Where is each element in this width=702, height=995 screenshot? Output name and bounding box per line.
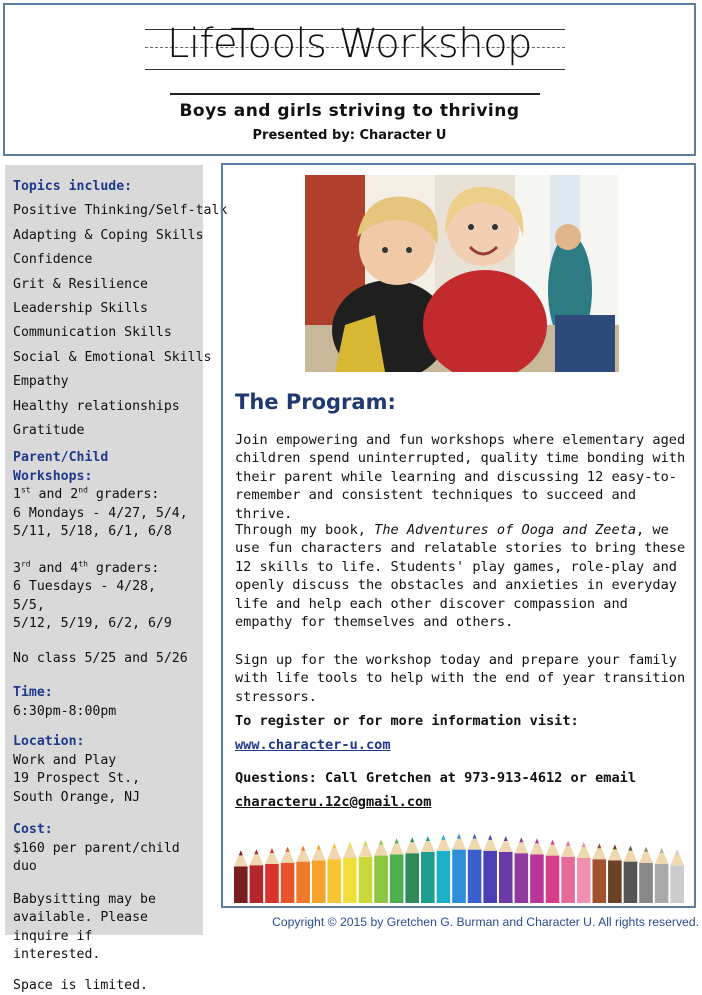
pencil-body [234,866,248,903]
topic-item: Adapting & Coping Skills [13,227,204,243]
pencil-body [670,865,684,903]
pencil-body [437,851,451,903]
pencil-body [468,850,482,903]
group1-dates-line2: 5/11, 5/18, 6/1, 6/8 [13,524,172,540]
pencil-lead [535,838,539,843]
cost-heading: Cost: [13,822,53,838]
pencil-lead [613,844,617,849]
pencil-lead [597,843,601,848]
pencil-lead [488,835,492,840]
pencil-lead [270,848,274,853]
pencil-body [499,852,513,903]
babysitting-line: Babysitting may be [13,891,156,907]
pencil-lead [286,847,290,852]
pencil-lead [582,842,586,847]
program-panel [221,163,696,908]
presented-by: Presented by: Character U [252,128,447,143]
pencil-lead [628,846,632,851]
pencil-lead [254,849,258,854]
pencil-body [421,852,435,903]
pencil-body [312,860,326,903]
topic-item: Empathy [13,374,69,390]
pencil-body [390,854,404,903]
group2-dates-line2: 5/12, 5/19, 6/2, 6/9 [13,616,172,632]
no-class-note: No class 5/25 and 5/26 [13,650,188,666]
location-line: South Orange, NJ [13,789,141,805]
space-limited-note: Space is limited. [13,977,148,993]
program-paragraph-2: Through my book, The Adventures of Ooga and Zeeta, we use fun characters and relatable stories to bring these 12 skills to life. Students' play games, role-play and openly discuss the obstacles and anxieties in everyday life and help each other discover compassion and empathy for themselves and others. [235,522,686,631]
pencil-body [624,862,638,903]
topic-item: Grit & Resilience [13,276,148,292]
pencil-lead [332,843,336,848]
email-link[interactable]: characteru.12c@gmail.com [235,794,432,810]
pencil-lead [441,835,445,840]
topic-item: Leadership Skills [13,301,148,317]
babysitting-line: available. Please inquire if [13,910,148,944]
subtitle: Boys and girls striving to thriving [179,101,520,121]
pencil-lead [426,836,430,841]
pencil-lead [660,848,664,853]
pencil-lead [519,837,523,842]
program-title: The Program: [235,390,396,414]
colored-pencils-image [233,825,685,903]
pencil-body [452,850,466,903]
pencil-lead [348,842,352,847]
pencil-body [374,856,388,903]
sidebar [5,165,228,993]
pencil-lead [457,834,461,839]
group2-grades: 3rd and 4th graders: [13,559,160,576]
pencil-lead [644,847,648,852]
pencil-body [515,853,529,903]
topics-heading: Topics include: [13,179,133,194]
header-banner [3,3,696,156]
babysitting-line: interested. [13,947,101,963]
pencil-lead [551,840,555,845]
group2-dates-line1: 6 Tuesdays - 4/28, 5/5, [13,579,156,613]
group1-grades: 1st and 2nd graders: [13,486,160,503]
book-title: The Adventures of Ooga and Zeeta [374,522,637,538]
pencil-lead [410,837,414,842]
pencil-body [343,858,357,903]
pencil-body [577,858,591,903]
program-paragraph-3: Sign up for the workshop today and prepare your family with life tools to help with the end of year transition stressors. [235,652,686,705]
location-heading: Location: [13,734,85,750]
pencil-body [281,863,295,903]
pencil-body [483,851,497,903]
pencil-lead [301,846,305,851]
topic-item: Healthy relationships [13,398,180,414]
workshops-heading: Parent/Child Workshops: [13,450,109,484]
pencil-lead [675,849,679,854]
location-line: Work and Play [13,752,117,768]
pencil-lead [363,841,367,846]
pencil-body [250,865,264,903]
pencil-body [405,853,419,903]
topics-list [13,199,228,443]
topic-item: Positive Thinking/Self-talk [13,203,228,219]
website-link[interactable]: www.character-u.com [235,737,391,753]
group1-dates-line1: 6 Mondays - 4/27, 5/4, [13,505,188,521]
program-paragraph-1: Join empowering and fun workshops where elementary aged children spend uninterrupted, quality time bonding with their parent while learning and discussing 12 easy-to-remember and consistent techniques to succeed and thrive. [235,432,686,522]
time-heading: Time: [13,685,53,701]
topic-item: Social & Emotional Skills [13,349,212,365]
pencil-body [296,862,310,903]
pencil-body [592,859,606,903]
location-line: 19 Prospect St., [13,771,141,787]
time-value: 6:30pm-8:00pm [13,703,117,719]
pencil-lead [473,834,477,839]
pencil-lead [239,850,243,855]
register-prompt: To register or for more information visit: [235,713,579,729]
topic-item: Gratitude [13,423,85,439]
pencil-body [561,857,575,903]
topic-item: Communication Skills [13,325,172,341]
pencil-lead [395,838,399,843]
pencil-body [328,859,342,903]
title-underline [170,93,540,95]
pencil-lead [566,841,570,846]
page-title: LifeTools Workshop [167,21,532,67]
pencil-body [546,856,560,903]
questions-line: Questions: Call Gretchen at 973-913-4612 or email [235,770,637,786]
pencil-lead [379,840,383,845]
pencil-body [265,864,279,903]
pencil-body [530,854,544,903]
pencil-lead [317,844,321,849]
pencil-body [359,857,373,903]
children-photo [305,175,619,372]
copyright-footer: Copyright © 2015 by Gretchen G. Burman and Character U. All rights reserved. [272,915,699,929]
pencil-lead [504,836,508,841]
topic-item: Confidence [13,252,93,268]
cost-value: $160 per parent/child duo [13,840,180,875]
pencil-body [639,863,653,903]
pencil-body [608,860,622,903]
pencil-body [655,864,669,903]
